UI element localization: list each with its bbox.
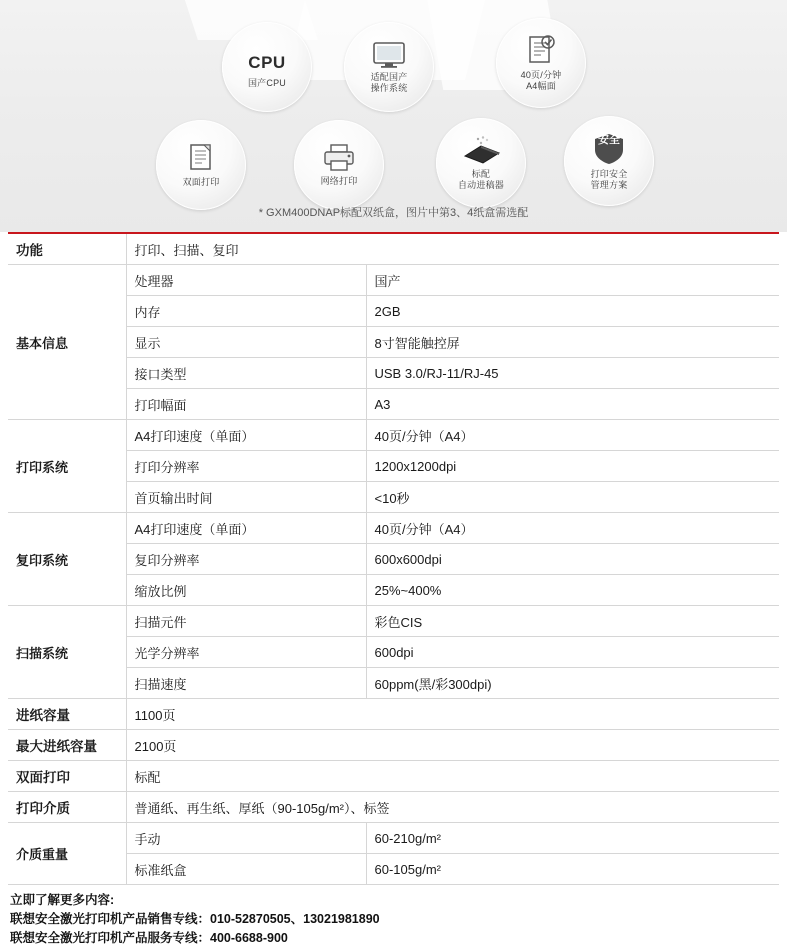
spec-value: 1200x1200dpi <box>366 451 779 482</box>
feature-caption-line2: 自动进稿器 <box>457 179 504 190</box>
footer-sales-line: 联想安全激光打印机产品销售专线：010-52870505、13021981890 <box>10 912 380 926</box>
spec-value: 2100页 <box>126 730 779 761</box>
spec-table-wrap <box>0 232 787 885</box>
spec-value: 25%~400% <box>366 575 779 606</box>
feature-caption-line1: 标配 <box>471 168 491 179</box>
feature-circle-adf <box>436 118 526 208</box>
spec-category: 进纸容量 <box>8 699 126 730</box>
spec-subitem: 内存 <box>126 296 366 327</box>
spec-category: 打印介质 <box>8 792 126 823</box>
footer-contact <box>0 885 787 948</box>
spec-category: 功能 <box>8 233 126 265</box>
feature-footnote: * GXM400DNAP标配双纸盒，图片中第3、4纸盒需选配 <box>258 207 529 219</box>
spec-subitem: 处理器 <box>126 265 366 296</box>
feature-caption-line2: 操作系统 <box>370 82 408 93</box>
table-row <box>8 823 779 854</box>
feature-caption-line1: 适配国产 <box>370 71 408 82</box>
spec-value: 600x600dpi <box>366 544 779 575</box>
table-row <box>8 761 779 792</box>
feature-caption-line2: 管理方案 <box>590 179 628 190</box>
feature-caption: 国产CPU <box>247 77 286 88</box>
spec-category: 复印系统 <box>8 513 126 606</box>
spec-value: 60-210g/m² <box>366 823 779 854</box>
table-row <box>8 792 779 823</box>
spec-subitem: 显示 <box>126 327 366 358</box>
spec-category: 介质重量 <box>8 823 126 885</box>
spec-value: USB 3.0/RJ-11/RJ-45 <box>366 358 779 389</box>
table-row <box>8 233 779 265</box>
feature-circle-network <box>294 120 384 210</box>
spec-value: 60ppm(黑/彩300dpi) <box>366 668 779 699</box>
spec-subitem: 扫描速度 <box>126 668 366 699</box>
spec-subitem: A4打印速度（单面） <box>126 513 366 544</box>
feature-caption: 网络打印 <box>320 176 358 186</box>
spec-subitem: 光学分辨率 <box>126 637 366 668</box>
spec-subitem: 打印分辨率 <box>126 451 366 482</box>
spec-category: 基本信息 <box>8 265 126 420</box>
feature-circle-security <box>564 116 654 206</box>
feature-circle-duplex <box>156 120 246 210</box>
spec-subitem: 接口类型 <box>126 358 366 389</box>
spec-subitem: 手动 <box>126 823 366 854</box>
feature-circle-group <box>0 0 787 216</box>
table-row <box>8 730 779 761</box>
spec-value: 8寸智能触控屏 <box>366 327 779 358</box>
spec-subitem: 首页输出时间 <box>126 482 366 513</box>
feature-circle-os <box>344 22 434 112</box>
spec-subitem: 打印幅面 <box>126 389 366 420</box>
footer-title: 立即了解更多内容: <box>10 893 115 907</box>
scanner-adf-icon <box>459 136 503 166</box>
spec-value: 彩色CIS <box>366 606 779 637</box>
table-row <box>8 265 779 296</box>
spec-value: 600dpi <box>366 637 779 668</box>
spec-subitem: A4打印速度（单面） <box>126 420 366 451</box>
spec-category: 打印系统 <box>8 420 126 513</box>
table-row <box>8 699 779 730</box>
spec-value: A3 <box>366 389 779 420</box>
feature-circle-cpu <box>222 22 312 112</box>
shield-icon <box>591 132 627 166</box>
spec-value: 1100页 <box>126 699 779 730</box>
spec-category: 扫描系统 <box>8 606 126 699</box>
feature-panel <box>0 0 787 232</box>
spec-value: 60-105g/m² <box>366 854 779 885</box>
spec-subitem: 复印分辨率 <box>126 544 366 575</box>
spec-value: <10秒 <box>366 482 779 513</box>
paper-duplex-icon <box>186 142 216 174</box>
spec-value: 40页/分钟（A4） <box>366 513 779 544</box>
spec-category: 最大进纸容量 <box>8 730 126 761</box>
footer-service-line: 联想安全激光打印机产品服务专线：400-6688-900 <box>10 931 288 945</box>
feature-caption: 双面打印 <box>182 177 220 187</box>
spec-value: 2GB <box>366 296 779 327</box>
printer-icon <box>322 143 356 173</box>
monitor-icon <box>372 41 406 69</box>
table-row <box>8 420 779 451</box>
feature-circle-speed <box>496 18 586 108</box>
feature-caption-line1: 40页/分钟 <box>520 69 562 80</box>
spec-table <box>8 232 779 885</box>
table-row <box>8 606 779 637</box>
spec-value: 标配 <box>126 761 779 792</box>
spec-subitem: 扫描元件 <box>126 606 366 637</box>
spec-category: 双面打印 <box>8 761 126 792</box>
table-row <box>8 513 779 544</box>
feature-caption-line2: A4幅面 <box>526 80 556 91</box>
spec-value: 40页/分钟（A4） <box>366 420 779 451</box>
spec-value: 普通纸、再生纸、厚纸（90-105g/m²）、标签 <box>126 792 779 823</box>
spec-value: 国产 <box>366 265 779 296</box>
spec-subitem: 标准纸盒 <box>126 854 366 885</box>
document-check-icon <box>526 35 556 67</box>
cpu-word: CPU <box>248 52 286 72</box>
spec-value: 打印、扫描、复印 <box>126 233 779 265</box>
spec-subitem: 缩放比例 <box>126 575 366 606</box>
feature-caption-line1: 打印安全 <box>590 168 628 179</box>
